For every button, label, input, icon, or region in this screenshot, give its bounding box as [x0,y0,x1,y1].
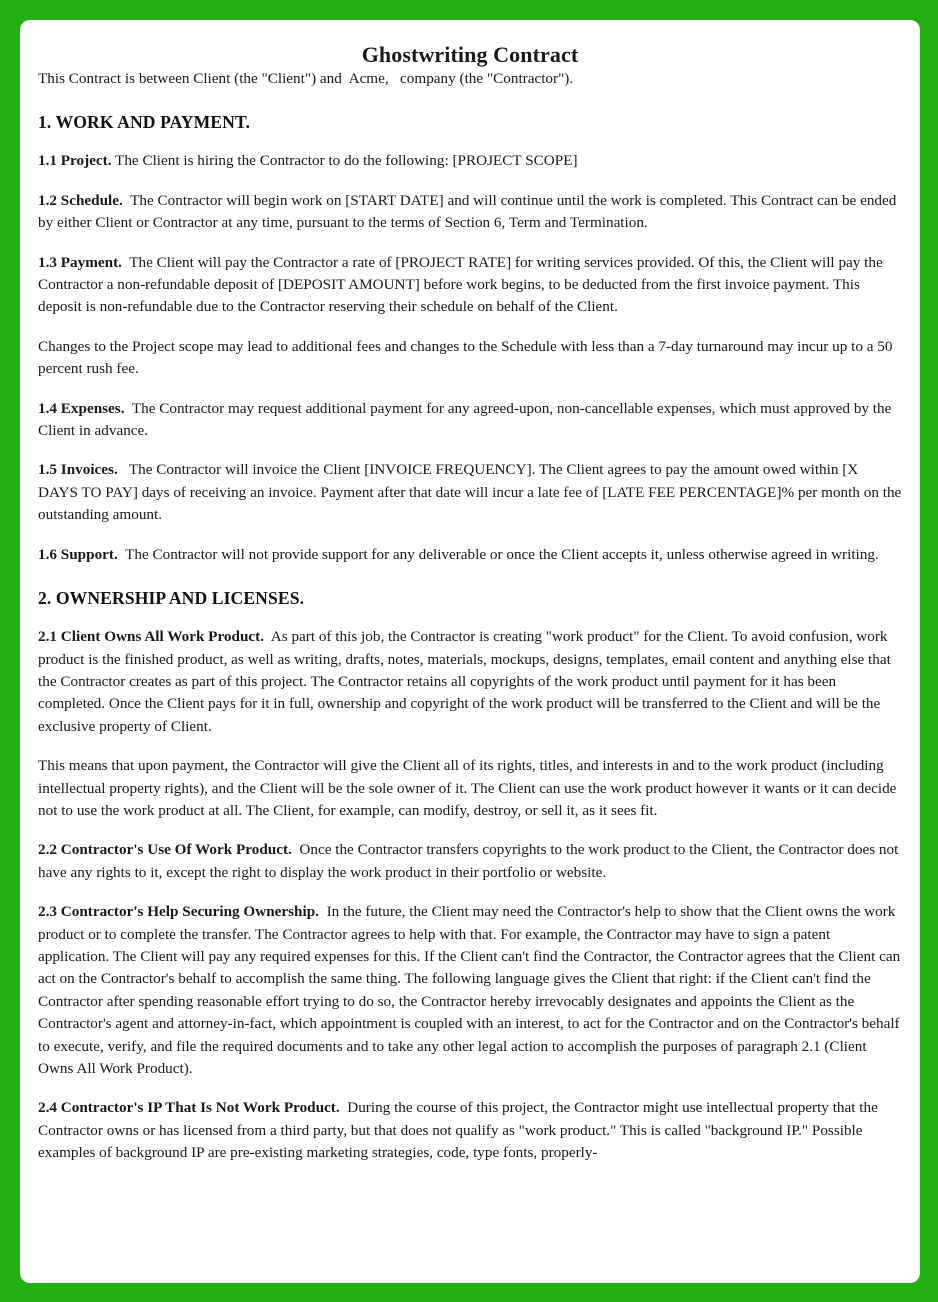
clause-body-2-2: Once the Contractor transfers copyrights to the work product to the Client, the Contractor does not have any rights to it, except the right to display the work product in their portfolio or website. [38,841,903,881]
clause-body-1-2: The Contractor will begin work on [START DATE] and will continue until the work is completed. This Contract can be ended by either Client or Contractor at any time, pursuant to the terms of Section 6, Term and Termination. [38,191,901,232]
clause-2-4 [38,1097,902,1164]
clause-lead-2-2: 2.2 Contractor's Use Of Work Product. [38,841,292,859]
clause-lead-1-4: 1.4 Expenses. [38,399,125,417]
clause-lead-2-4: 2.4 Contractor's IP That Is Not Work Product. [38,1099,340,1117]
clause-body-1-1: The Client is hiring the Contractor to do the following: [PROJECT SCOPE] [111,152,578,170]
clause-1-1 [38,150,902,172]
clause-body-1-5: The Contractor will invoice the Client [INVOICE FREQUENCY]. The Client agrees to pay the amount owed within [X DAYS TO PAY] days of receiving an invoice. Payment after that date will incur a late fee of [LATE FEE PERCENTAGE]% per month on the outstanding amount. [38,461,906,524]
clause-lead-2-1: 2.1 Client Owns All Work Product. [38,628,265,646]
clause-2-1-continuation [38,755,902,822]
page-title: Ghostwriting Contract [361,42,579,67]
document-body [20,42,920,1165]
contract-intro-paragraph: This Contract is between Client (the "Client") and Acme, company (the "Contractor"). [38,70,574,87]
clause-lead-1-5: 1.5 Invoices. [38,461,118,479]
clause-1-3 [38,252,902,319]
clause-lead-1-6: 1.6 Support. [38,545,118,563]
clause-2-1 [38,626,902,738]
clause-lead-1-3: 1.3 Payment. [38,253,122,271]
section-heading-work-and-payment: 1. WORK AND PAYMENT. [38,112,250,133]
clause-1-5 [38,459,906,526]
clause-2-2 [38,839,902,884]
clause-body-2-1-cont: This means that upon payment, the Contractor will give the Client all of its rights, titles, and interests in and to the work product (including intellectual property rights), and the Client will be the sole owner of it. The Client can use the work product however it wants or it can decide not to use the work product at all. The Client, for example, can modify, destroy, or sell it, as it sees fit. [38,757,901,819]
clause-1-4 [38,398,902,443]
clause-body-2-4: During the course of this project, the Contractor might use intellectual property that the Contractor owns or has licensed from a third party, but that does not qualify as "work product." This is called "background IP." Possible examples of background IP are pre-existing marketing strategies, code, type fonts, properly- [38,1099,882,1162]
clause-body-2-1: As part of this job, the Contractor is creating "work product" for the Client. To avoid confusion, work product is the finished product, as well as writing, drafts, notes, materials, mockups, designs, templates, email content and anything else that the Contractor creates as part of this project. The Contractor retains all copyrights of the work product until payment for it has been completed. Once the Client pays for it in full, ownership and copyright of the work product will be transferred to the Client and will be the exclusive property of Client. [38,628,895,735]
clause-body-1-3-cont: Changes to the Project scope may lead to additional fees and changes to the Schedule with less than a 7-day turnaround may incur up to a 50 percent rush fee. [38,337,897,378]
clause-lead-2-3: 2.3 Contractor's Help Securing Ownership. [38,903,319,921]
clause-lead-1-1: 1.1 Project. [38,152,112,170]
clause-lead-1-2: 1.2 Schedule. [38,191,123,209]
clause-body-2-3: In the future, the Client may need the Contractor's help to show that the Client owns the work product or to complete the transfer. The Contractor agrees to help with that. For example, the Contractor may have to sign a patent application. The Client will pay any required expenses for this. If the Client can't find the Contractor, the Contractor agrees that the Client can act on the Contractor's behalf to accomplish the same thing. The following language gives the Client that right: if the Client can't find the Contractor after spending reasonable effort trying to do so, the Contractor hereby irrevocably designates and appoints the Client as the Contractor's agent and attorney-in-fact, which appointment is coupled with an interest, to act for the Contractor and on the Contractor's behalf to execute, verify, and file the required documents and to take any other legal action to accomplish the purposes of paragraph 2.1 (Client Owns All Work Product). [38,903,905,1077]
clause-body-1-6: The Contractor will not provide support for any deliverable or once the Client accepts it, unless otherwise agreed in writing. [117,545,879,563]
section-heading-ownership-and-licenses: 2. OWNERSHIP AND LICENSES. [38,588,305,609]
document-card [20,20,920,1283]
clause-1-3-continuation [38,336,902,381]
clause-2-3 [38,901,905,1080]
clause-body-1-4: The Contractor may request additional payment for any agreed-upon, non-cancellable expenses, which must approved by the Client in advance. [38,399,896,440]
clause-1-2 [38,190,902,235]
clause-1-6 [38,544,902,566]
clause-body-1-3: The Client will pay the Contractor a rate of [PROJECT RATE] for writing services provided. Of this, the Client will pay the Contractor a non-refundable deposit of [DEPOSIT AMOUNT] before work begins, to be deducted from the first invoice payment. This deposit is non-refundable due to the Contractor reserving their schedule on behalf of the Client. [38,253,887,316]
